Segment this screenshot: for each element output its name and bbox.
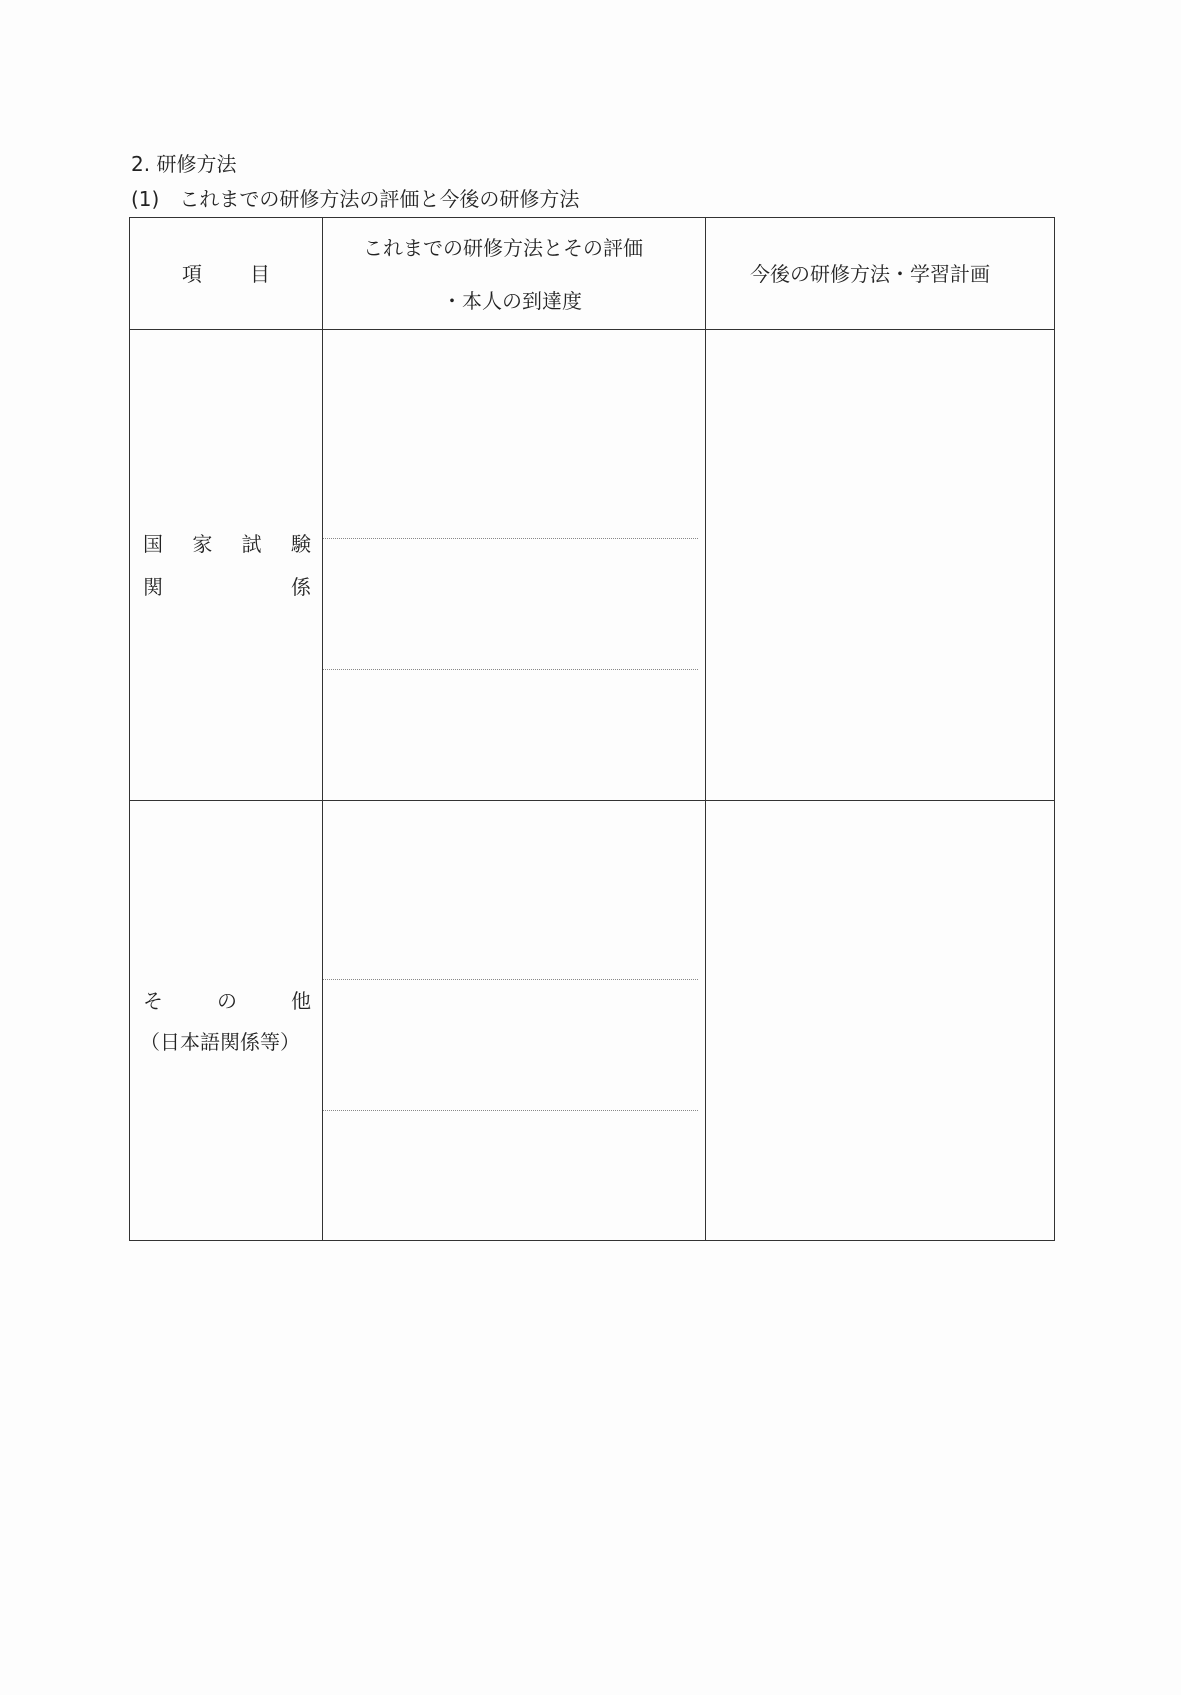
header-plan-cell	[705, 217, 1055, 330]
row2-plan-cell[interactable]	[705, 800, 1055, 1241]
row2-label-line2: （日本語関係等）	[140, 1030, 300, 1054]
row2-label-char: 他	[291, 989, 311, 1013]
row1-label-char: 国	[143, 532, 163, 556]
dotted-divider	[323, 538, 698, 539]
header-evaluation-line2: ・本人の到達度	[442, 289, 582, 313]
header-item-char: 項	[182, 262, 202, 286]
header-plan-label: 今後の研修方法・学習計画	[750, 262, 990, 286]
row2-label-char: の	[217, 989, 237, 1013]
row1-label-char: 家	[192, 532, 213, 556]
section-subheading: (1) これまでの研修方法の評価と今後の研修方法	[131, 187, 580, 211]
row-label-cell	[129, 800, 323, 1241]
row1-evaluation-cell[interactable]	[322, 329, 706, 801]
dotted-divider	[323, 669, 698, 670]
row1-label-char: 関	[143, 575, 163, 599]
row2-label-char: そ	[143, 989, 163, 1013]
row1-label-char: 係	[291, 575, 311, 599]
row1-label-char: 験	[290, 532, 311, 556]
dotted-divider	[323, 1110, 698, 1111]
header-evaluation-line1: これまでの研修方法とその評価	[363, 236, 643, 260]
row-label-cell	[129, 329, 323, 801]
row1-plan-cell[interactable]	[705, 329, 1055, 801]
dotted-divider	[323, 979, 698, 980]
header-evaluation-cell	[322, 217, 706, 330]
section-heading: 2. 研修方法	[131, 152, 237, 176]
header-item-char: 目	[250, 262, 270, 286]
row1-label-char: 試	[241, 532, 262, 556]
header-item-cell	[129, 217, 323, 330]
row2-evaluation-cell[interactable]	[322, 800, 706, 1241]
